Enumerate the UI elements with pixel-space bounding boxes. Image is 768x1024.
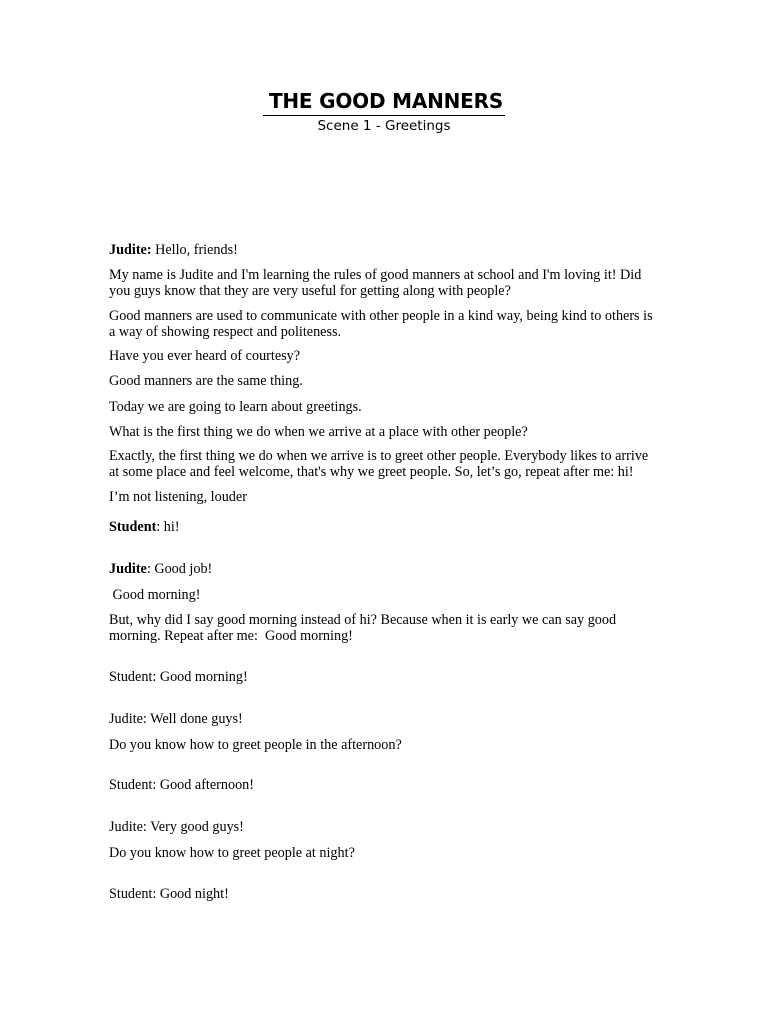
- paragraph-greetings-topic: Today we are going to learn about greetings.: [109, 399, 362, 415]
- dialogue-line-judite-hello: [109, 242, 659, 258]
- paragraph-greet-explanation: [109, 448, 659, 480]
- document-subtitle: Scene 1 - Greetings: [317, 118, 451, 134]
- document-title: [0, 88, 768, 116]
- line-text: : Good job!: [146, 561, 213, 577]
- dialogue-line-judite-very-good: Judite: Very good guys!: [109, 819, 244, 835]
- paragraph-introduction: [109, 267, 659, 299]
- paragraph-first-thing-question: What is the first thing we do when we arrive at a place with other people?: [109, 424, 528, 440]
- paragraph-good-morning: Good morning!: [109, 587, 201, 603]
- paragraph-line: you guys know that they are very useful for getting along with people?: [109, 283, 511, 299]
- paragraph-courtesy-question: Have you ever heard of courtesy?: [109, 348, 301, 364]
- dialogue-line-student-hi: [109, 519, 659, 535]
- document-title-text: THE GOOD MANNERS: [263, 88, 505, 116]
- paragraph-same-thing: Good manners are the same thing.: [109, 373, 303, 389]
- dialogue-line-student-good-afternoon: Student: Good afternoon!: [109, 777, 254, 793]
- paragraph-line: a way of showing respect and politeness.: [109, 324, 342, 340]
- line-text: Hello, friends!: [151, 242, 238, 258]
- paragraph-line: Exactly, the first thing we do when we arrive is to greet other people. Everybody likes to arrive: [109, 448, 649, 464]
- dialogue-line-judite-well-done: Judite: Well done guys!: [109, 711, 243, 727]
- paragraph-louder: I’m not listening, louder: [109, 489, 247, 505]
- dialogue-line-student-good-night: Student: Good night!: [109, 886, 229, 902]
- paragraph-line: My name is Judite and I'm learning the rules of good manners at school and I'm loving it! Did: [109, 267, 642, 283]
- dialogue-line-judite-good-job: [109, 561, 659, 577]
- paragraph-line: But, why did I say good morning instead of hi? Because when it is early we can say good: [109, 612, 617, 628]
- paragraph-line: morning. Repeat after me: Good morning!: [109, 628, 353, 644]
- paragraph-night-question: Do you know how to greet people at night?: [109, 845, 355, 861]
- speaker-name: Judite: [109, 561, 147, 577]
- line-text: : hi!: [156, 519, 180, 535]
- speaker-name: Student: [109, 519, 157, 535]
- paragraph-good-manners: [109, 308, 659, 340]
- paragraph-line: at some place and feel welcome, that's why we greet people. So, let’s go, repeat after me: hi!: [109, 464, 634, 480]
- paragraph-why-good-morning: [109, 612, 659, 644]
- paragraph-afternoon-question: Do you know how to greet people in the afternoon?: [109, 737, 402, 753]
- paragraph-line: Good manners are used to communicate with other people in a kind way, being kind to others is: [109, 308, 653, 324]
- speaker-name: Judite:: [109, 242, 152, 258]
- dialogue-line-student-good-morning: Student: Good morning!: [109, 669, 248, 685]
